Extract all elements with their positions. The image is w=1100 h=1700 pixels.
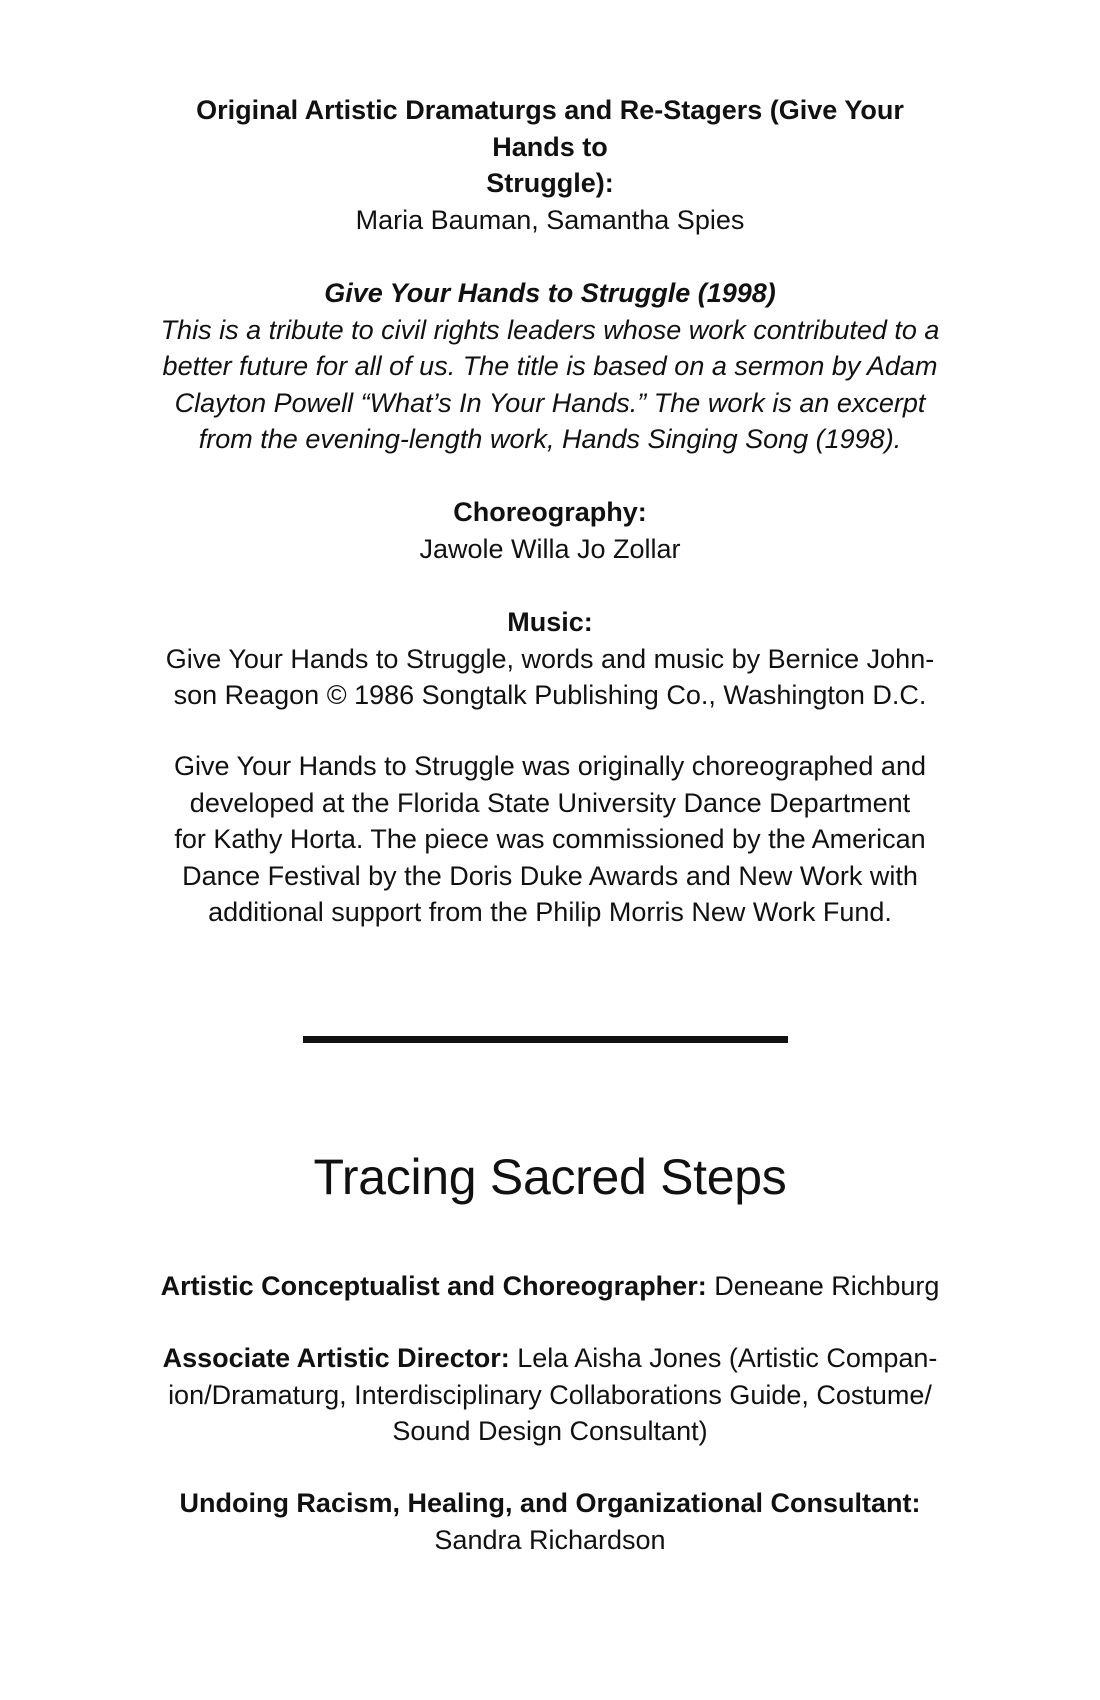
description-line-4: from the evening-length work, Hands Singing Song (1998). [198,424,902,454]
choreography-label: Choreography: [453,497,647,527]
history-line-1: Give Your Hands to Struggle was originally choreographed and [174,751,926,781]
history-line-2: developed at the Florida State University Dance Department [189,787,911,818]
conceptualist-name: Deneane Richburg [706,1271,940,1301]
dramaturgs-heading-line-1: Original Artistic Dramaturgs and Re-Stagers (Give Your [196,95,904,125]
associate-line-3: Sound Design Consultant) [392,1416,708,1446]
music-line-2: son Reagon © 1986 Songtalk Publishing Co., Washington D.C. [173,680,927,710]
work-title: Give Your Hands to Struggle (1998) [324,278,776,308]
conceptualist-label: Artistic Conceptualist and Choreographer: [160,1271,707,1301]
associate-director-section [0,1340,1100,1450]
description-line-2: better future for all of us. The title is based on a sermon by Adam [162,351,938,381]
music-section [0,604,1100,714]
associate-line-1: Lela Aisha Jones (Artistic Compan- [509,1343,938,1373]
choreography-section [0,494,1100,567]
associate-line-2: ion/Dramaturg, Interdisciplinary Collaborations Guide, Costume/ [168,1379,932,1410]
dramaturgs-section [0,92,1100,238]
dramaturgs-names: Maria Bauman, Samantha Spies [355,204,745,235]
music-label: Music: [507,607,593,637]
conceptualist-section [0,1268,1100,1305]
section-title: Tracing Sacred Steps [313,1149,787,1205]
history-line-3: for Kathy Horta. The piece was commissioned by the American [174,824,926,854]
description-line-1: This is a tribute to civil rights leaders whose work contributed to a [160,314,940,345]
work-description-section [0,275,1100,458]
consultant-name: Sandra Richardson [434,1524,666,1555]
section-divider [303,1036,788,1043]
dramaturgs-heading-line-2: Hands to [492,131,608,162]
music-line-1: Give Your Hands to Struggle, words and music by Bernice John- [165,643,935,674]
associate-label: Associate Artistic Director: [162,1343,510,1373]
choreography-name: Jawole Willa Jo Zollar [419,533,681,564]
dramaturgs-heading-line-3: Struggle): [486,168,614,198]
tracing-sacred-steps-section [0,1147,1100,1207]
history-line-4: Dance Festival by the Doris Duke Awards and New Work with [182,860,918,891]
consultant-label: Undoing Racism, Healing, and Organizational Consultant: [179,1488,921,1518]
description-line-3: Clayton Powell “What’s In Your Hands.” The work is an excerpt [174,387,926,418]
consultant-section [0,1485,1100,1558]
history-section [0,748,1100,931]
history-line-5: additional support from the Philip Morris New Work Fund. [208,897,892,927]
